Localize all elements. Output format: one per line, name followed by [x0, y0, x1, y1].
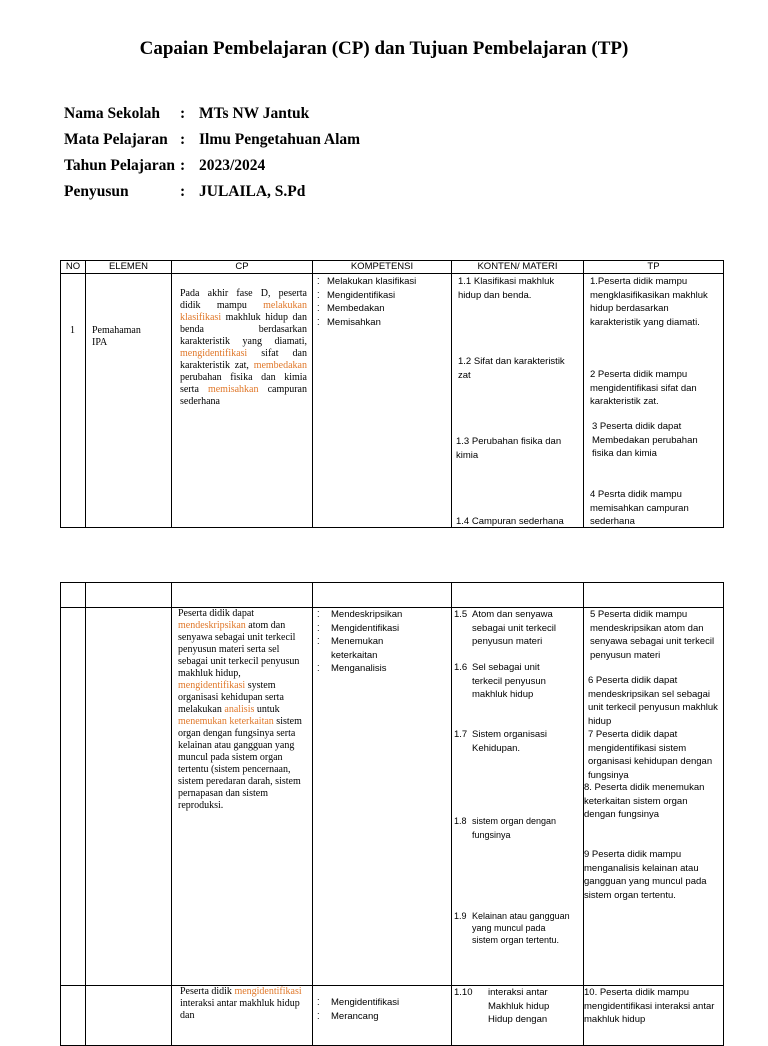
list-item: ⁚ Mengidentifikasi — [317, 622, 400, 634]
cp-tp-table-2 — [60, 582, 724, 1046]
info-colon: : — [180, 105, 186, 122]
info-colon: : — [180, 131, 186, 148]
kompetensi-list — [317, 996, 449, 1023]
cell-cp — [172, 274, 313, 528]
cell-kompetensi — [313, 608, 452, 986]
info-row-subject — [64, 127, 360, 153]
cell-cp — [172, 608, 313, 986]
cell-elemen — [86, 608, 172, 986]
tp-item: 7 Peserta didik dapat mengidentifikasi sistem organisasi kehidupan dengan fungsinya — [588, 729, 713, 781]
cell-tp — [584, 274, 724, 528]
cell-konten — [452, 986, 584, 1046]
konten-item: 1.8 sistem organ dengan fungsinya — [454, 816, 557, 840]
tp-item: 4 Pesrta didik mampu memisahkan campuran sederhana — [590, 489, 689, 527]
cp-tp-table-1 — [60, 260, 724, 528]
tp-item: 10. Peserta didik mampu mengidentifikasi interaksi antar makhluk hidup — [584, 987, 715, 1025]
elemen-text: Pemahaman IPA — [92, 325, 141, 348]
tp-item: 3 Peserta didik dapat Membedakan perubahan fisika dan kimia — [592, 421, 698, 459]
konten-item: 1.2 Sifat dan karakteristik zat — [458, 356, 565, 381]
info-value: Ilmu Pengetahuan Alam — [199, 131, 361, 148]
info-row-author — [64, 179, 360, 205]
tp-item: 8. Peserta didik menemukan keterkaitan sistem organ dengan fungsinya — [584, 782, 705, 820]
info-colon: : — [180, 157, 186, 174]
table-header-row-empty — [61, 583, 724, 608]
tp-item: 1.Peserta didik mampu mengklasifikasikan makhluk hidup berdasarkan karakteristik yang diamati. — [590, 276, 708, 328]
info-value: JULAILA, S.Pd — [199, 183, 306, 200]
konten-item: 1.9 Kelainan atau gangguan yang muncul pada sistem organ tertentu. — [454, 911, 570, 945]
list-item: ⁚ Mengidentifikasi — [317, 289, 396, 301]
header-no: NO — [61, 261, 86, 274]
info-row-year — [64, 153, 360, 179]
list-item: ⁚ Membedakan — [317, 303, 385, 314]
kompetensi-list — [317, 608, 449, 676]
list-item: ⁚ Memisahkan — [317, 316, 381, 328]
tp-item: 2 Peserta didik mampu mengidentifikasi sifat dan karakteristik zat. — [590, 369, 697, 407]
info-label: Mata Pelajaran — [64, 131, 168, 148]
cp-text: Pada akhir fase D, peserta didik mampu melakukan klasifikasi makhluk hidup dan benda berdasarkan karakteristik yang diamati, mengidentifikasi sifat dan karakteristik zat, membedakan perubahan fisika dan kimia serta memisahkan campuran sederhana — [180, 288, 307, 407]
cell-tp — [584, 986, 724, 1046]
tp-item: 9 Peserta didik mampu menganalisis kelainan atau gangguan yang muncul pada sistem organ tertentu. — [584, 849, 707, 901]
list-item: ⁚ Mengidentifikasi — [317, 997, 400, 1008]
info-label: Penyusun — [64, 183, 129, 200]
info-value: 2023/2024 — [199, 157, 266, 174]
tp-item: 6 Peserta didik dapat mendeskripsikan sel sebagai unit terkecil penyusun makhluk hidup — [588, 675, 718, 727]
info-colon: : — [180, 183, 186, 200]
list-item: ⁚ Mendeskripsikan — [317, 609, 403, 620]
header-konten: KONTEN/ MATERI — [452, 261, 584, 274]
table-row — [61, 986, 724, 1046]
header-cp: CP — [172, 261, 313, 274]
info-label: Nama Sekolah — [64, 105, 161, 122]
tp-item: 5 Peserta didik mampu mendeskripsikan atom dan senyawa sebagai unit terkecil penyusun materi — [590, 609, 715, 661]
row-number: 1 — [70, 325, 75, 336]
cp-text: Peserta didik mengidentifikasi interaksi antar makhluk hidup dan — [180, 986, 302, 1021]
kompetensi-list — [317, 275, 449, 329]
konten-item: 1.4 Campuran sederhana — [456, 516, 564, 527]
konten-item: 1.5 Atom dan senyawa sebagai unit terkecil penyusun materi — [454, 609, 556, 647]
konten-item: 1.7 Sistem organisasi Kehidupan. — [454, 729, 547, 754]
cell-konten — [452, 608, 584, 986]
cell-elemen — [86, 274, 172, 528]
table-row — [61, 274, 724, 528]
table-header-row — [61, 261, 724, 274]
header-tp: TP — [584, 261, 724, 274]
header-elemen: ELEMEN — [86, 261, 172, 274]
cell-tp — [584, 608, 724, 986]
konten-item: 1.6 Sel sebagai unit terkecil penyusun makhluk hidup — [454, 662, 546, 700]
cp-text: Peserta didik dapat mendeskripsikan atom dan senyawa sebagai unit terkecil penyusun materi serta sel sebagai unit terkecil penyusun makhluk hidup, mengidentifikasi system organisasi kehidupan serta melakukan analisis untuk menemukan keterkaitan sistem organ dengan fungsinya serta kelainan atau gangguan yang muncul pada sistem organ tertentu (sistem pencernaan, sistem peredaran darah, sistem pernapasan dan sistem reproduksi. — [178, 608, 302, 811]
list-item: ⁚ Melakukan klasifikasi — [317, 276, 417, 287]
cell-konten — [452, 274, 584, 528]
cell-no — [61, 608, 86, 986]
cell-elemen — [86, 986, 172, 1046]
page-title: Capaian Pembelajaran (CP) dan Tujuan Pembelajaran (TP) — [139, 38, 629, 59]
info-label: Tahun Pelajaran — [64, 157, 175, 174]
cell-cp — [172, 986, 313, 1046]
info-value: MTs NW Jantuk — [199, 105, 310, 122]
cell-kompetensi — [313, 986, 452, 1046]
cell-no — [61, 986, 86, 1046]
table-row — [61, 608, 724, 986]
header-kompetensi: KOMPETENSI — [313, 261, 452, 274]
konten-item: 1.10 interaksi antar Makhluk hidup Hidup dengan — [454, 987, 550, 1025]
konten-item: 1.3 Perubahan fisika dan kimia — [456, 436, 562, 461]
list-item: ⁚ Merancang — [317, 1010, 379, 1022]
list-item: ⁚ Menemukan keterkaitan — [317, 636, 384, 661]
school-info — [64, 101, 360, 205]
cell-no — [61, 274, 86, 528]
info-row-school — [64, 101, 360, 127]
cell-kompetensi — [313, 274, 452, 528]
list-item: ⁚ Menganalisis — [317, 663, 387, 674]
konten-item: 1.1 Klasifikasi makhluk hidup dan benda. — [458, 276, 555, 301]
